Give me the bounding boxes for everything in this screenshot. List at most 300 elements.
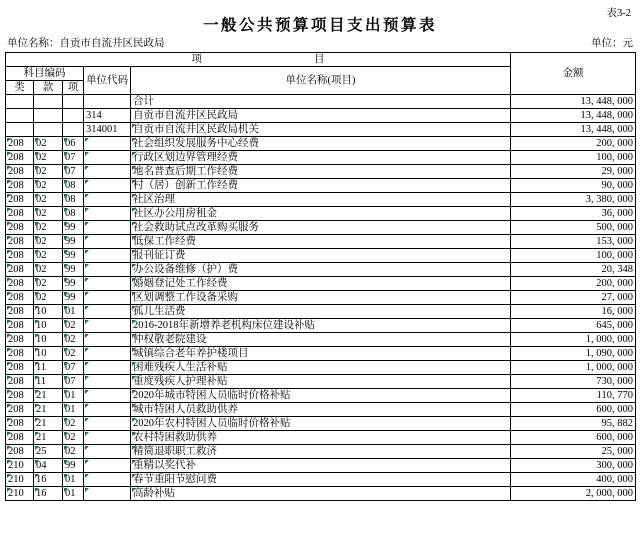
cell-name: 重精以奖代补	[131, 459, 511, 473]
cell-amount: 13, 448, 000	[511, 95, 636, 109]
cell-name: 地名普查后期工作经费	[131, 165, 511, 179]
cell-amount: 153, 000	[511, 235, 636, 249]
cell-c2: 10	[34, 333, 63, 347]
cell-flag-triangle-icon	[35, 404, 39, 408]
table-row	[6, 179, 636, 193]
cell-code	[84, 249, 131, 263]
cell-c1: 208	[6, 263, 34, 277]
cell-flag-triangle-icon	[35, 460, 39, 464]
cell-flag-triangle-icon	[132, 138, 136, 142]
cell-flag-triangle-icon	[64, 418, 68, 422]
cell-flag-triangle-icon	[7, 460, 11, 464]
cell-c1: 208	[6, 431, 34, 445]
cell-c1: 208	[6, 375, 34, 389]
cell-flag-triangle-icon	[85, 222, 89, 226]
cell-c3: 01	[63, 389, 84, 403]
cell-amount: 13, 448, 000	[511, 109, 636, 123]
cell-flag-triangle-icon	[132, 432, 136, 436]
header-section: 款	[34, 81, 63, 95]
table-row	[6, 193, 636, 207]
table-row	[6, 445, 636, 459]
cell-flag-triangle-icon	[85, 180, 89, 184]
cell-flag-triangle-icon	[64, 404, 68, 408]
cell-c2: 21	[34, 417, 63, 431]
cell-name: 社区治理	[131, 193, 511, 207]
cell-c2: 02	[34, 165, 63, 179]
cell-c2: 11	[34, 375, 63, 389]
cell-c1: 208	[6, 277, 34, 291]
cell-flag-triangle-icon	[85, 334, 89, 338]
table-row	[6, 165, 636, 179]
cell-c3: 99	[63, 277, 84, 291]
cell-flag-triangle-icon	[132, 390, 136, 394]
cell-flag-triangle-icon	[132, 474, 136, 478]
cell-c1: 208	[6, 235, 34, 249]
cell-flag-triangle-icon	[64, 292, 68, 296]
cell-flag-triangle-icon	[132, 250, 136, 254]
cell-c3: 02	[63, 431, 84, 445]
cell-flag-triangle-icon	[132, 222, 136, 226]
table-row	[6, 487, 636, 501]
cell-name: 行政区划边界管理经费	[131, 151, 511, 165]
header-project-char-1: 项	[191, 54, 203, 65]
cell-code	[84, 459, 131, 473]
cell-flag-triangle-icon	[64, 306, 68, 310]
cell-flag-triangle-icon	[64, 222, 68, 226]
cell-flag-triangle-icon	[35, 166, 39, 170]
cell-amount: 100, 000	[511, 151, 636, 165]
cell-c3: 99	[63, 235, 84, 249]
table-row	[6, 319, 636, 333]
cell-amount: 13, 448, 000	[511, 123, 636, 137]
cell-c2: 21	[34, 389, 63, 403]
cell-amount: 90, 000	[511, 179, 636, 193]
cell-flag-triangle-icon	[35, 264, 39, 268]
cell-c1: 210	[6, 473, 34, 487]
table-row	[6, 403, 636, 417]
cell-c1	[6, 109, 34, 123]
cell-flag-triangle-icon	[35, 474, 39, 478]
table-body	[6, 95, 636, 501]
cell-flag-triangle-icon	[35, 138, 39, 142]
cell-code	[84, 487, 131, 501]
cell-c3: 07	[63, 151, 84, 165]
table-row	[6, 249, 636, 263]
cell-c1: 208	[6, 179, 34, 193]
table-row	[6, 235, 636, 249]
cell-name: 合计	[131, 95, 511, 109]
cell-c1: 208	[6, 333, 34, 347]
cell-code	[84, 179, 131, 193]
cell-amount: 95, 882	[511, 417, 636, 431]
cell-flag-triangle-icon	[64, 320, 68, 324]
cell-flag-triangle-icon	[64, 152, 68, 156]
cell-amount: 300, 000	[511, 459, 636, 473]
cell-flag-triangle-icon	[7, 152, 11, 156]
cell-c3: 99	[63, 459, 84, 473]
cell-c1: 208	[6, 193, 34, 207]
header-project-char-2: 目	[314, 54, 325, 65]
cell-flag-triangle-icon	[132, 124, 136, 128]
cell-amount: 100, 000	[511, 249, 636, 263]
cell-flag-triangle-icon	[132, 404, 136, 408]
cell-flag-triangle-icon	[132, 208, 136, 212]
cell-flag-triangle-icon	[7, 334, 11, 338]
cell-flag-triangle-icon	[7, 376, 11, 380]
cell-amount: 730, 000	[511, 375, 636, 389]
cell-flag-triangle-icon	[35, 222, 39, 226]
table-row	[6, 123, 636, 137]
cell-name: 城市特困人员救助供养	[131, 403, 511, 417]
cell-c2: 04	[34, 459, 63, 473]
cell-flag-triangle-icon	[35, 446, 39, 450]
cell-name: 精简退职职工救济	[131, 445, 511, 459]
cell-name: 2020年城市特困人员临时价格补贴	[131, 389, 511, 403]
cell-flag-triangle-icon	[7, 432, 11, 436]
cell-flag-triangle-icon	[132, 334, 136, 338]
cell-amount: 1, 090, 000	[511, 347, 636, 361]
cell-name: 区划调整工作设备采购	[131, 291, 511, 305]
cell-c3	[63, 95, 84, 109]
cell-c2: 02	[34, 277, 63, 291]
cell-code	[84, 333, 131, 347]
cell-flag-triangle-icon	[132, 166, 136, 170]
table-row	[6, 207, 636, 221]
cell-c1: 208	[6, 417, 34, 431]
cell-flag-triangle-icon	[85, 208, 89, 212]
cell-amount: 500, 000	[511, 221, 636, 235]
cell-flag-triangle-icon	[132, 306, 136, 310]
table-row	[6, 375, 636, 389]
cell-c1: 208	[6, 249, 34, 263]
table-row	[6, 137, 636, 151]
cell-c1: 208	[6, 319, 34, 333]
cell-flag-triangle-icon	[64, 138, 68, 142]
cell-c3: 99	[63, 263, 84, 277]
cell-flag-triangle-icon	[85, 138, 89, 142]
cell-name: 报刊征订费	[131, 249, 511, 263]
cell-code	[84, 389, 131, 403]
cell-c1: 208	[6, 389, 34, 403]
cell-flag-triangle-icon	[64, 474, 68, 478]
cell-c3: 08	[63, 207, 84, 221]
cell-flag-triangle-icon	[7, 404, 11, 408]
cell-flag-triangle-icon	[132, 278, 136, 282]
cell-flag-triangle-icon	[85, 418, 89, 422]
cell-c1: 208	[6, 305, 34, 319]
cell-c2: 02	[34, 151, 63, 165]
cell-amount: 1, 000, 000	[511, 333, 636, 347]
cell-flag-triangle-icon	[7, 138, 11, 142]
table-row	[6, 95, 636, 109]
cell-name: 困难残疾人生活补贴	[131, 361, 511, 375]
cell-flag-triangle-icon	[35, 362, 39, 366]
cell-flag-triangle-icon	[132, 362, 136, 366]
cell-code	[84, 473, 131, 487]
meta-row	[0, 37, 640, 52]
budget-table	[5, 52, 636, 501]
cell-code	[84, 151, 131, 165]
cell-flag-triangle-icon	[35, 208, 39, 212]
cell-flag-triangle-icon	[85, 474, 89, 478]
cell-c1: 210	[6, 459, 34, 473]
cell-flag-triangle-icon	[132, 292, 136, 296]
table-row	[6, 151, 636, 165]
header-unit-name: 单位名称(项目)	[131, 67, 511, 95]
cell-c2	[34, 109, 63, 123]
cell-flag-triangle-icon	[132, 320, 136, 324]
cell-flag-triangle-icon	[85, 236, 89, 240]
cell-flag-triangle-icon	[35, 334, 39, 338]
sheet-tag: 表3-2	[606, 8, 631, 19]
cell-c3: 02	[63, 333, 84, 347]
cell-c3: 02	[63, 347, 84, 361]
cell-code	[84, 445, 131, 459]
cell-flag-triangle-icon	[132, 236, 136, 240]
unit-of-measure-label: 单位：元	[591, 38, 633, 49]
cell-flag-triangle-icon	[85, 432, 89, 436]
cell-flag-triangle-icon	[35, 306, 39, 310]
cell-c3: 01	[63, 487, 84, 501]
cell-code: 314	[84, 109, 131, 123]
cell-code	[84, 193, 131, 207]
header-project	[6, 53, 511, 67]
cell-amount: 400, 000	[511, 473, 636, 487]
header-unit-code: 单位代码	[84, 67, 131, 95]
cell-name: 城镇综合老年养护楼项目	[131, 347, 511, 361]
cell-flag-triangle-icon	[64, 208, 68, 212]
cell-amount: 25, 000	[511, 445, 636, 459]
cell-flag-triangle-icon	[35, 418, 39, 422]
cell-name: 春节重阳节慰问费	[131, 473, 511, 487]
cell-code	[84, 235, 131, 249]
cell-flag-triangle-icon	[64, 446, 68, 450]
cell-flag-triangle-icon	[64, 264, 68, 268]
cell-c3: 02	[63, 445, 84, 459]
cell-c1	[6, 123, 34, 137]
cell-flag-triangle-icon	[7, 390, 11, 394]
table-row	[6, 333, 636, 347]
cell-flag-triangle-icon	[85, 250, 89, 254]
cell-flag-triangle-icon	[85, 264, 89, 268]
table-row	[6, 109, 636, 123]
cell-c2: 02	[34, 235, 63, 249]
cell-c3: 08	[63, 179, 84, 193]
cell-flag-triangle-icon	[132, 152, 136, 156]
cell-flag-triangle-icon	[7, 474, 11, 478]
cell-name: 高龄补贴	[131, 487, 511, 501]
cell-c2: 02	[34, 291, 63, 305]
cell-c3: 08	[63, 193, 84, 207]
cell-name: 自贡市自流井区民政局	[131, 109, 511, 123]
cell-code	[84, 277, 131, 291]
cell-flag-triangle-icon	[85, 166, 89, 170]
cell-flag-triangle-icon	[7, 278, 11, 282]
cell-c2: 16	[34, 487, 63, 501]
cell-flag-triangle-icon	[7, 320, 11, 324]
cell-flag-triangle-icon	[132, 348, 136, 352]
cell-flag-triangle-icon	[64, 250, 68, 254]
cell-flag-triangle-icon	[85, 376, 89, 380]
cell-amount: 600, 000	[511, 403, 636, 417]
cell-amount: 36, 000	[511, 207, 636, 221]
cell-c1: 208	[6, 137, 34, 151]
cell-code	[84, 305, 131, 319]
cell-c3: 01	[63, 305, 84, 319]
cell-name: 村（居）创新工作经费	[131, 179, 511, 193]
cell-code	[84, 319, 131, 333]
cell-c3: 02	[63, 417, 84, 431]
cell-c1: 210	[6, 487, 34, 501]
cell-name: 重度残疾人护理补贴	[131, 375, 511, 389]
cell-flag-triangle-icon	[7, 362, 11, 366]
cell-flag-triangle-icon	[64, 334, 68, 338]
cell-flag-triangle-icon	[132, 376, 136, 380]
cell-name: 2016-2018年新增养老机构床位建设补贴	[131, 319, 511, 333]
cell-code	[84, 165, 131, 179]
cell-flag-triangle-icon	[85, 306, 89, 310]
cell-code	[84, 95, 131, 109]
cell-c3: 06	[63, 137, 84, 151]
table-row	[6, 291, 636, 305]
cell-flag-triangle-icon	[132, 446, 136, 450]
cell-c3: 07	[63, 375, 84, 389]
cell-flag-triangle-icon	[64, 348, 68, 352]
cell-name: 办公设备维修（护）费	[131, 263, 511, 277]
cell-flag-triangle-icon	[64, 236, 68, 240]
table-row	[6, 277, 636, 291]
cell-flag-triangle-icon	[35, 250, 39, 254]
cell-flag-triangle-icon	[132, 194, 136, 198]
cell-code	[84, 137, 131, 151]
cell-name: 自贡市自流井区民政局机关	[131, 123, 511, 137]
cell-flag-triangle-icon	[7, 166, 11, 170]
cell-c2: 11	[34, 361, 63, 375]
header-row-project	[6, 53, 636, 67]
cell-c1: 208	[6, 291, 34, 305]
cell-flag-triangle-icon	[7, 488, 11, 492]
cell-flag-triangle-icon	[35, 348, 39, 352]
cell-flag-triangle-icon	[7, 250, 11, 254]
cell-c2	[34, 123, 63, 137]
cell-flag-triangle-icon	[64, 278, 68, 282]
cell-flag-triangle-icon	[85, 488, 89, 492]
cell-c3: 01	[63, 403, 84, 417]
cell-name: 农村特困救助供养	[131, 431, 511, 445]
cell-flag-triangle-icon	[35, 376, 39, 380]
cell-c2: 10	[34, 319, 63, 333]
cell-flag-triangle-icon	[7, 292, 11, 296]
table-row	[6, 459, 636, 473]
cell-c3: 02	[63, 319, 84, 333]
cell-flag-triangle-icon	[85, 152, 89, 156]
cell-flag-triangle-icon	[35, 432, 39, 436]
cell-code	[84, 431, 131, 445]
cell-code	[84, 263, 131, 277]
cell-code	[84, 221, 131, 235]
cell-flag-triangle-icon	[7, 222, 11, 226]
cell-name: 孤儿生活费	[131, 305, 511, 319]
cell-c3: 99	[63, 221, 84, 235]
cell-flag-triangle-icon	[64, 376, 68, 380]
cell-c2: 10	[34, 347, 63, 361]
cell-name: 社区办公用房租金	[131, 207, 511, 221]
cell-flag-triangle-icon	[132, 264, 136, 268]
cell-flag-triangle-icon	[35, 320, 39, 324]
cell-amount: 3, 380, 000	[511, 193, 636, 207]
cell-flag-triangle-icon	[64, 180, 68, 184]
cell-c1: 208	[6, 361, 34, 375]
cell-c2: 21	[34, 403, 63, 417]
cell-amount: 645, 000	[511, 319, 636, 333]
cell-c3: 07	[63, 165, 84, 179]
cell-flag-triangle-icon	[35, 390, 39, 394]
cell-flag-triangle-icon	[132, 460, 136, 464]
cell-name: 仲权敬老院建设	[131, 333, 511, 347]
cell-c1: 208	[6, 165, 34, 179]
cell-c1: 208	[6, 347, 34, 361]
cell-flag-triangle-icon	[64, 390, 68, 394]
cell-c1: 208	[6, 151, 34, 165]
cell-c2: 25	[34, 445, 63, 459]
cell-flag-triangle-icon	[132, 180, 136, 184]
cell-c1: 208	[6, 445, 34, 459]
cell-name: 社会救助试点改革购买服务	[131, 221, 511, 235]
cell-flag-triangle-icon	[35, 152, 39, 156]
cell-flag-triangle-icon	[35, 488, 39, 492]
table-row	[6, 473, 636, 487]
cell-c2: 02	[34, 263, 63, 277]
cell-amount: 2, 000, 000	[511, 487, 636, 501]
cell-flag-triangle-icon	[7, 264, 11, 268]
cell-flag-triangle-icon	[85, 390, 89, 394]
cell-flag-triangle-icon	[7, 446, 11, 450]
cell-amount: 200, 000	[511, 277, 636, 291]
header-subject-code: 科目编码	[6, 67, 84, 81]
cell-flag-triangle-icon	[35, 236, 39, 240]
cell-name: 社会组织发展服务中心经费	[131, 137, 511, 151]
table-row	[6, 389, 636, 403]
page-title: 一般公共预算项目支出预算表	[202, 17, 437, 34]
cell-c2: 02	[34, 137, 63, 151]
cell-amount: 1, 000, 000	[511, 361, 636, 375]
cell-name: 2020年农村特困人员临时价格补贴	[131, 417, 511, 431]
cell-c3: 99	[63, 291, 84, 305]
cell-c2: 02	[34, 207, 63, 221]
cell-c2: 02	[34, 193, 63, 207]
cell-c3	[63, 109, 84, 123]
cell-code	[84, 403, 131, 417]
cell-flag-triangle-icon	[85, 446, 89, 450]
cell-flag-triangle-icon	[35, 180, 39, 184]
cell-flag-triangle-icon	[85, 348, 89, 352]
cell-c2: 02	[34, 249, 63, 263]
cell-amount: 29, 000	[511, 165, 636, 179]
cell-c3: 01	[63, 473, 84, 487]
cell-flag-triangle-icon	[85, 194, 89, 198]
cell-name: 低保工作经费	[131, 235, 511, 249]
table-row	[6, 263, 636, 277]
cell-flag-triangle-icon	[85, 404, 89, 408]
header-amount: 金额	[511, 53, 636, 95]
cell-flag-triangle-icon	[64, 432, 68, 436]
table-row	[6, 417, 636, 431]
cell-c2: 16	[34, 473, 63, 487]
cell-amount: 200, 000	[511, 137, 636, 151]
cell-c3: 07	[63, 361, 84, 375]
cell-c2: 10	[34, 305, 63, 319]
cell-flag-triangle-icon	[7, 208, 11, 212]
